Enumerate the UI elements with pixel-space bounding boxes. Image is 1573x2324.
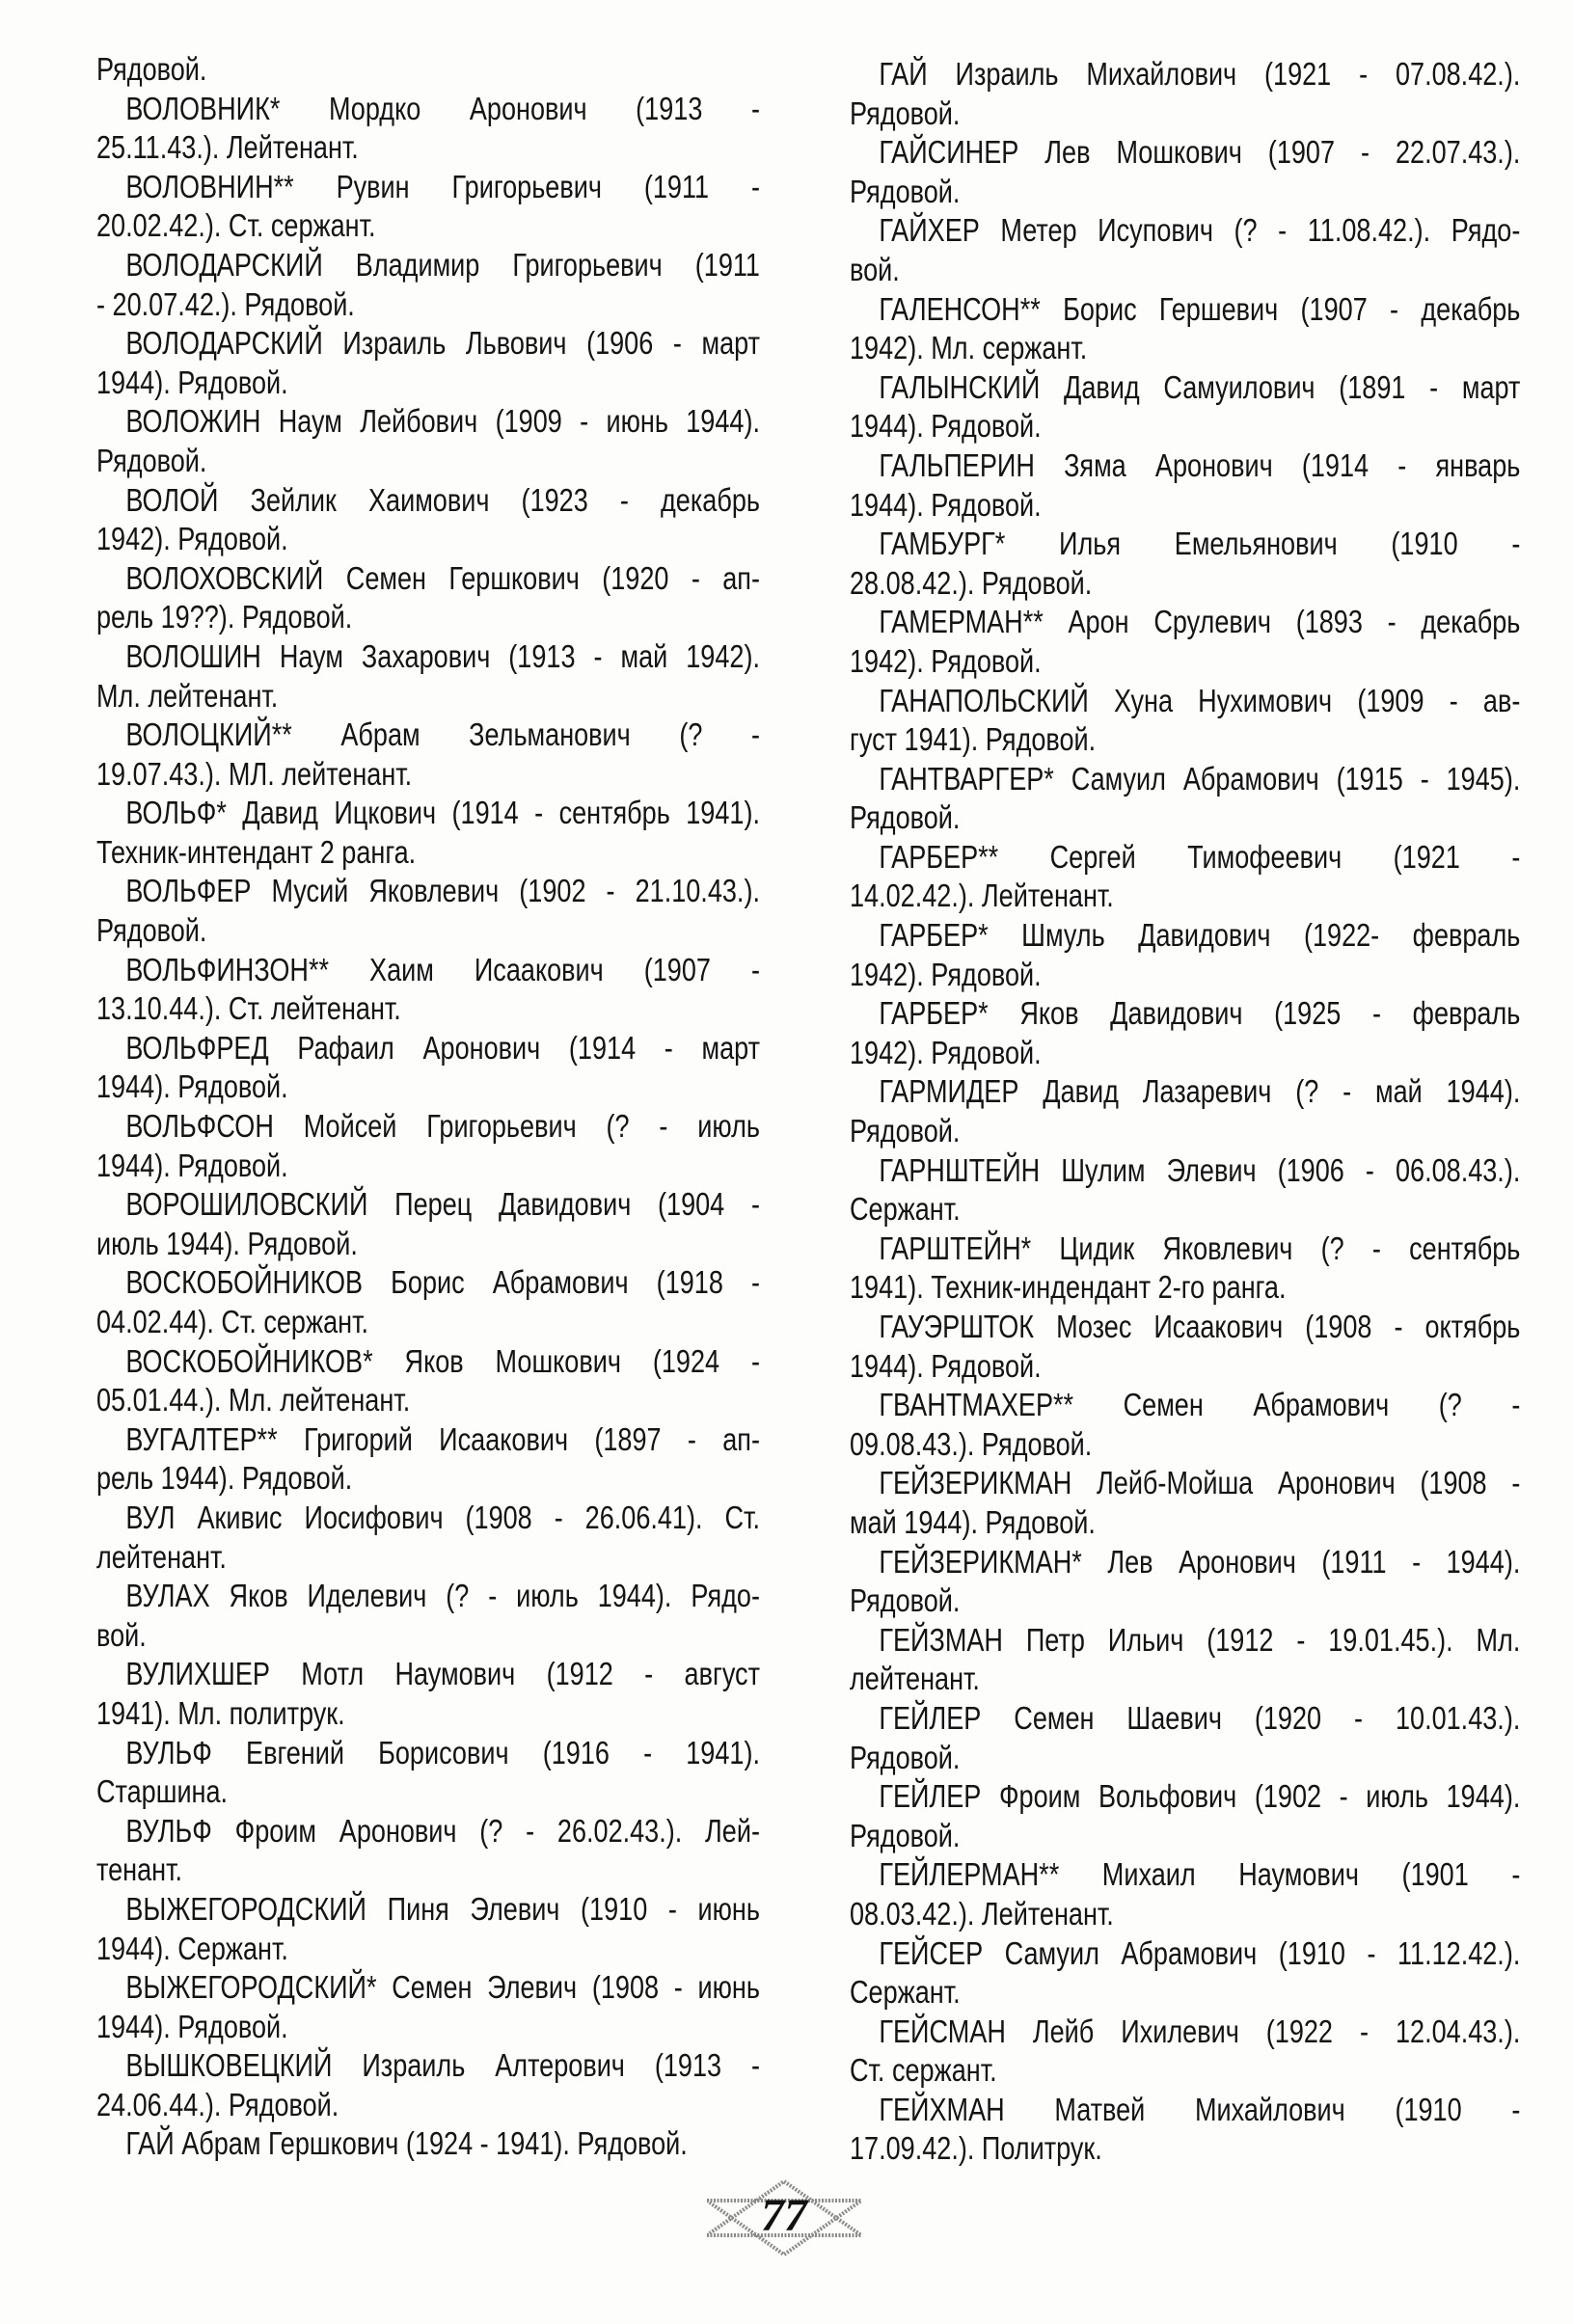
- entry-continuation-line: Рядовой.: [850, 799, 961, 836]
- list-entry: [96, 1420, 760, 1499]
- entry-continuation-line: Рядовой.: [850, 1113, 961, 1149]
- list-entry: [850, 1621, 1520, 1699]
- entry-continuation-line: 28.08.42.). Рядовой.: [850, 564, 1093, 601]
- list-entry: [850, 525, 1520, 603]
- entry-continuation-line: Рядовой.: [850, 173, 961, 209]
- entry-continuation-line: 25.11.43.). Лейтенант.: [96, 129, 359, 166]
- list-entry: [96, 1499, 760, 1577]
- list-entry: [850, 211, 1520, 289]
- entry-name-line: ГЕЙЛЕР Семен Шаевич (1920 - 10.01.43.).: [879, 1699, 1521, 1736]
- entry-name-line: ВОЛОДАРСКИЙ Владимир Григорьевич (1911: [125, 246, 760, 283]
- list-entry: [96, 1577, 760, 1655]
- list-entry: [850, 1230, 1520, 1308]
- entry-name-line: ВОСКОБОЙНИКОВ* Яков Мошкович (1924 -: [125, 1342, 760, 1379]
- entry-name-line: ВОЛОЖИН Наум Лейбович (1909 - июнь 1944).: [125, 403, 760, 440]
- entry-continuation-line: Рядовой.: [96, 442, 207, 478]
- entry-name-line: ГАРНШТЕЙН Шулим Элевич (1906 - 06.08.43.).: [879, 1151, 1521, 1188]
- entry-continuation-line: 09.08.43.). Рядовой.: [850, 1425, 1093, 1462]
- entry-name-line: ГАМБУРГ* Илья Емельянович (1910 -: [879, 526, 1521, 562]
- right-column: [850, 55, 1520, 2169]
- list-entry: [96, 559, 760, 637]
- entry-name-line: ГАЛЫНСКИЙ Давид Самуилович (1891 - март: [879, 368, 1521, 405]
- entry-name-line: ВОЛЬФРЕД Рафаил Аронович (1914 - март: [125, 1029, 760, 1066]
- entry-continuation-line: 05.01.44.). Мл. лейтенант.: [96, 1382, 411, 1419]
- entry-name-line: ГАЙ Израиль Михайлович (1921 - 07.08.42.).: [879, 56, 1521, 92]
- list-entry: [850, 133, 1520, 211]
- list-entry: [850, 368, 1520, 446]
- entry-continuation-line: 1942). Мл. сержант.: [850, 330, 1088, 366]
- list-entry: [850, 1464, 1520, 1542]
- entry-continuation-line: 1944). Рядовой.: [96, 1147, 288, 1183]
- list-entry: [850, 1855, 1520, 1933]
- entry-continuation-line: Рядовой.: [96, 912, 207, 949]
- entry-continuation-line: 17.09.42.). Политрук.: [850, 2130, 1102, 2167]
- entry-continuation-line: 1944). Рядовой.: [96, 2008, 288, 2044]
- list-entry: [96, 2124, 760, 2164]
- entry-continuation-line: июль 1944). Рядовой.: [96, 1225, 358, 1261]
- entry-name-line: ВОЛОЦКИЙ** Абрам Зельманович (? -: [125, 716, 760, 753]
- list-entry: [96, 246, 760, 324]
- entry-name-line: ГЕЙСЕР Самуил Абрамович (1910 - 11.12.42.).: [879, 1934, 1521, 1971]
- entry-continuation-line: 1944). Рядовой.: [850, 1347, 1042, 1384]
- entry-continuation-line: 08.03.42.). Лейтенант.: [850, 1895, 1114, 1932]
- list-entry: [96, 1812, 760, 1890]
- entry-name-line: ГАЙСИНЕР Лев Мошкович (1907 - 22.07.43.).: [879, 134, 1521, 171]
- entry-continuation-line: Рядовой.: [850, 95, 961, 131]
- entry-name-line: ГЕЙЗЕРИКМАН Лейб-Мойша Аронович (1908 -: [879, 1465, 1521, 1501]
- entry-continuation-line: 1942). Рядовой.: [850, 956, 1042, 992]
- list-entry: [96, 1263, 760, 1341]
- list-entry: [96, 716, 760, 794]
- entry-name-line: ВОЛОВНИН** Рувин Григорьевич (1911 -: [125, 168, 760, 204]
- entry-name-line: ГАРБЕР* Шмуль Давидович (1922- февраль: [879, 917, 1521, 954]
- entry-continuation-line: 1942). Рядовой.: [96, 521, 288, 557]
- continuation-line: Рядовой.: [96, 51, 207, 87]
- entry-continuation-line: 1942). Рядовой.: [850, 642, 1042, 679]
- entry-name-line: ВОЛОДАРСКИЙ Израиль Львович (1906 - март: [125, 325, 760, 362]
- entry-continuation-line: рель 1944). Рядовой.: [96, 1460, 353, 1497]
- list-entry: [850, 55, 1520, 133]
- list-entry: [96, 1107, 760, 1185]
- entry-continuation-line: Мл. лейтенант.: [96, 677, 279, 714]
- entry-continuation-line: Рядовой.: [850, 1739, 961, 1775]
- entry-name-line: ВЫШКОВЕЦКИЙ Израиль Алтерович (1913 -: [125, 2047, 760, 2084]
- list-entry: [96, 481, 760, 559]
- list-entry: [850, 1699, 1520, 1777]
- entry-name-line: ВОЛЬФИНЗОН** Хаим Исаакович (1907 -: [125, 951, 760, 987]
- entry-name-line: ВОСКОБОЙНИКОВ Борис Абрамович (1918 -: [125, 1264, 760, 1301]
- entry-name-line: ВЫЖЕГОРОДСКИЙ* Семен Элевич (1908 - июнь: [125, 1969, 760, 2006]
- entry-continuation-line: вой.: [850, 251, 900, 287]
- entry-continuation-line: 1944). Рядовой.: [850, 486, 1042, 523]
- entry-name-line: ВУЛ Акивис Иосифович (1908 - 26.06.41). Ст.: [125, 1499, 760, 1535]
- list-entry: [850, 446, 1520, 525]
- entry-name-line: ВУЛИХШЕР Мотл Наумович (1912 - август: [125, 1656, 760, 1692]
- list-entry: [850, 838, 1520, 916]
- list-entry: [850, 1308, 1520, 1386]
- entry-continuation-line: лейтенант.: [850, 1661, 980, 1697]
- list-entry: [96, 2046, 760, 2124]
- entry-name-line: ВУГАЛТЕР** Григорий Исаакович (1897 - ап-: [125, 1420, 760, 1457]
- list-entry: [96, 1890, 760, 1968]
- entry-continuation-line: Сержант.: [850, 1191, 961, 1228]
- list-entry: [96, 168, 760, 246]
- entry-name-line: ГАЛЬПЕРИН Зяма Аронович (1914 - январь: [879, 446, 1521, 483]
- entry-name-line: ВОЛОЙ Зейлик Хаимович (1923 - декабрь: [125, 481, 760, 518]
- entry-continuation-line: май 1944). Рядовой.: [850, 1503, 1096, 1540]
- list-entry: [850, 290, 1520, 368]
- entry-name-line: ВОЛЬФЕР Мусий Яковлевич (1902 - 21.10.43.).: [125, 873, 760, 909]
- entry-name-line: ГЕЙЗЕРИКМАН* Лев Аронович (1911 - 1944).: [879, 1543, 1521, 1580]
- entry-name-line: ГАНТВАРГЕР* Самуил Абрамович (1915 - 1945).: [879, 760, 1521, 797]
- list-entry: [850, 1777, 1520, 1855]
- entry-name-line: ВОЛОХОВСКИЙ Семен Гершкович (1920 - ап-: [125, 559, 760, 596]
- list-entry: [96, 872, 760, 950]
- entry-continuation-line: 1944). Рядовой.: [96, 364, 288, 400]
- entry-continuation-line: 13.10.44.). Ст. лейтенант.: [96, 990, 401, 1027]
- entry-continuation-line: 1941). Техник-индендант 2-го ранга.: [850, 1269, 1287, 1306]
- entry-continuation-line: рель 19??). Рядовой.: [96, 599, 353, 635]
- entry-continuation-line: Старшина.: [96, 1773, 229, 1810]
- entry-continuation-line: 20.02.42.). Ст. сержант.: [96, 207, 376, 244]
- entry-continuation-line: Рядовой.: [850, 1817, 961, 1853]
- list-entry: [96, 324, 760, 402]
- entry-continuation-line: 24.06.44.). Рядовой.: [96, 2086, 339, 2122]
- list-entry: [96, 1029, 760, 1107]
- entry-continuation-line: Сержант.: [850, 1974, 961, 2011]
- list-entry: [96, 1342, 760, 1420]
- entry-continuation-line: 04.02.44). Ст. сержант.: [96, 1304, 368, 1339]
- entry-name-line: ГЕЙЛЕР Фроим Вольфович (1902 - июль 1944).: [879, 1778, 1521, 1815]
- entry-name-line: ГАУЭРШТОК Мозес Исаакович (1908 - октябрь: [879, 1309, 1521, 1344]
- entry-name-line: ГАРШТЕЙН* Цидик Яковлевич (? - сентябрь: [879, 1230, 1521, 1266]
- left-column: [96, 50, 760, 2164]
- entry-name-line: ГАНАПОЛЬСКИЙ Хуна Нухимович (1909 - ав-: [879, 682, 1521, 718]
- list-entry: [850, 2091, 1520, 2169]
- entry-continuation-line: лейтенант.: [96, 1538, 227, 1575]
- entry-continuation-line: Рядовой.: [850, 1582, 961, 1619]
- entry-continuation-line: вой.: [96, 1616, 147, 1653]
- entry-name-line: ГВАНТМАХЕР** Семен Абрамович (? -: [879, 1387, 1521, 1423]
- entry-continuation-line: 1944). Рядовой.: [850, 408, 1042, 445]
- entry-name-line: ГЕЙЗМАН Петр Ильич (1912 - 19.01.45.). Мл.: [879, 1621, 1521, 1658]
- list-entry: [850, 1386, 1520, 1464]
- page-number: 77: [761, 2190, 807, 2241]
- list-entry: [96, 794, 760, 872]
- entry-continuation-line: Техник-интендант 2 ранга.: [96, 833, 417, 870]
- entry-name-line: ГАМЕРМАН** Арон Срулевич (1893 - декабрь: [879, 604, 1521, 640]
- list-entry: [96, 951, 760, 1029]
- list-entry: [96, 1734, 760, 1812]
- entry-name-line: ВУЛЬФ Фроим Аронович (? - 26.02.43.). Лей-: [125, 1812, 760, 1849]
- list-entry: [850, 1151, 1520, 1230]
- entry-name-line: ВОЛОШИН Наум Захарович (1913 - май 1942).: [125, 637, 760, 674]
- entry-name-line: ВОРОШИЛОВСКИЙ Перец Давидович (1904 -: [125, 1186, 760, 1223]
- entry-name-line: ВОЛЬФ* Давид Ицкович (1914 - сентябрь 1941).: [125, 795, 760, 831]
- entry-name-line: ВЫЖЕГОРОДСКИЙ Пиня Элевич (1910 - июнь: [125, 1890, 760, 1927]
- list-entry: [850, 1543, 1520, 1621]
- list-entry: [850, 994, 1520, 1072]
- entry-name-line: ГЕЙХМАН Матвей Михайлович (1910 -: [879, 2091, 1521, 2127]
- entry-continuation-line: 1941). Мл. политрук.: [96, 1694, 345, 1731]
- entry-name-line: ГЕЙСМАН Лейб Ихилевич (1922 - 12.04.43.).: [879, 2013, 1521, 2049]
- entry-name-line: ГАЙ Абрам Гершкович (1924 - 1941). Рядовой.: [125, 2125, 688, 2162]
- entry-name-line: ВУЛАХ Яков Иделевич (? - июль 1944). Рядо-: [125, 1578, 760, 1614]
- list-entry: [96, 1968, 760, 2046]
- entry-continuation-line: Ст. сержант.: [850, 2052, 997, 2089]
- list-entry: [96, 1655, 760, 1733]
- entry-name-line: ГАЙХЕР Метер Исупович (? - 11.08.42.). Рядо-: [879, 212, 1521, 249]
- entry-name-line: ВОЛЬФСОН Мойсей Григорьевич (? - июль: [125, 1108, 760, 1145]
- list-entry: [850, 682, 1520, 760]
- list-entry: [850, 603, 1520, 681]
- list-entry: [96, 90, 760, 168]
- entry-continuation-line: 14.02.42.). Лейтенант.: [850, 878, 1114, 914]
- entry-continuation-line: 19.07.43.). МЛ. лейтенант.: [96, 755, 413, 792]
- entry-name-line: ВОЛОВНИК* Мордко Аронович (1913 -: [125, 90, 760, 126]
- entry-continuation-line: - 20.07.42.). Рядовой.: [96, 285, 355, 322]
- entry-name-line: ГАРБЕР** Сергей Тимофеевич (1921 -: [879, 838, 1521, 875]
- list-entry: [850, 2013, 1520, 2091]
- entry-name-line: ГАРБЕР* Яков Давидович (1925 - февраль: [879, 995, 1521, 1032]
- entry-name-line: ГАЛЕНСОН** Борис Гершевич (1907 - декабрь: [879, 290, 1521, 327]
- list-entry: [850, 1072, 1520, 1150]
- entry-continuation-line: 1944). Сержант.: [96, 1930, 288, 1966]
- entry-continuation-line: тенант.: [96, 1851, 182, 1888]
- entry-name-line: ГЕЙЛЕРМАН** Михаил Наумович (1901 -: [879, 1856, 1521, 1893]
- list-entry: [96, 1185, 760, 1263]
- list-entry: [850, 916, 1520, 994]
- entry-continuation-line: густ 1941). Рядовой.: [850, 721, 1097, 758]
- entry-continuation-line: 1942). Рядовой.: [850, 1034, 1042, 1070]
- entry-name-line: ВУЛЬФ Евгений Борисович (1916 - 1941).: [125, 1734, 760, 1770]
- entry-continuation-line: 1944). Рядовой.: [96, 1068, 288, 1105]
- list-entry: [96, 637, 760, 716]
- list-entry: [96, 402, 760, 480]
- list-entry: [850, 1934, 1520, 2013]
- entry-name-line: ГАРМИДЕР Давид Лазаревич (? - май 1944).: [879, 1073, 1521, 1110]
- list-entry: [850, 760, 1520, 838]
